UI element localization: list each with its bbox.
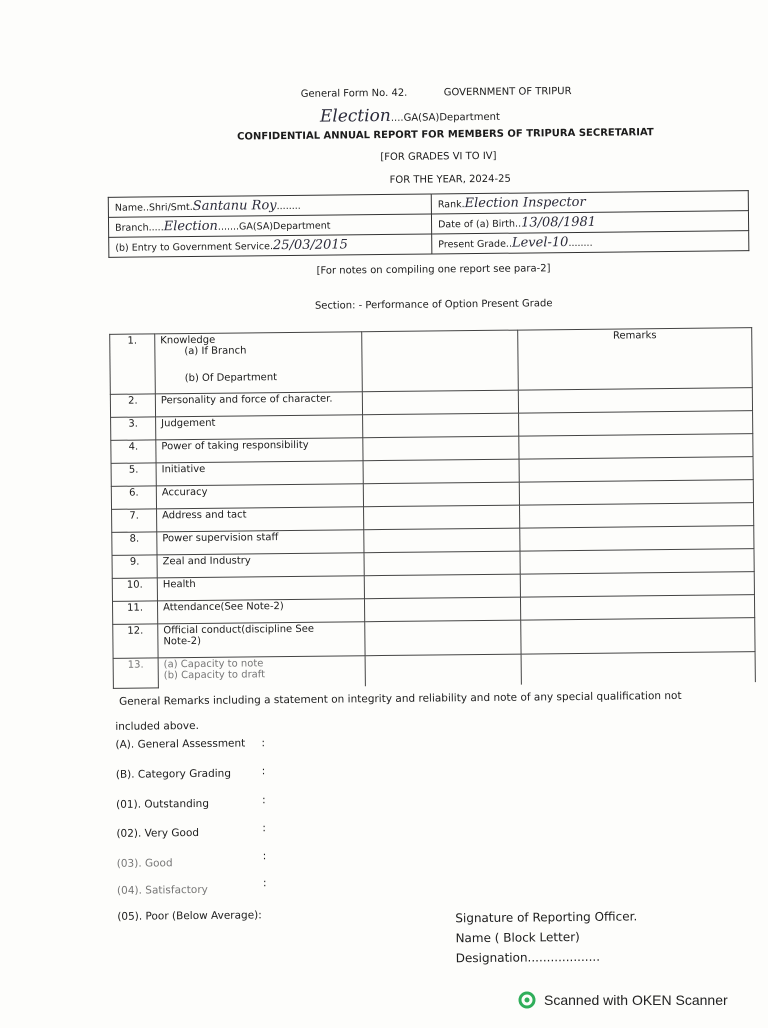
row-number: 5. (111, 463, 156, 486)
remarks-cell (521, 652, 755, 684)
row-item: Address and tact (157, 507, 364, 532)
grade-outstanding: (01). Outstanding (116, 797, 210, 811)
remarks-cell (520, 549, 754, 574)
row-item: Personality and force of character. (155, 392, 362, 417)
row-number: 1. (110, 334, 156, 394)
year-line: FOR THE YEAR, 2024-25 (389, 173, 511, 186)
remarks-cell (520, 572, 754, 597)
dob-label: Date of (a) Birth.. (438, 218, 522, 231)
row-item: Power of taking responsibility (156, 438, 363, 463)
row-item: Initiative (156, 461, 363, 486)
category-grading-colon: : (261, 765, 266, 778)
row-item: Judgement (156, 415, 363, 440)
row-number: 10. (112, 578, 157, 601)
government-name: GOVERNMENT OF TRIPUR (443, 86, 572, 99)
grade-cell-empty (363, 482, 519, 507)
signature-label: Signature of Reporting Officer. (455, 909, 638, 926)
knowledge-sub-b: (b) Of Department (184, 372, 278, 385)
row-item: Zeal and Industry (157, 553, 364, 578)
row-item (155, 332, 363, 394)
grade-very-good: (02). Very Good (116, 826, 200, 840)
capacity-note-label: (a) Capacity to note (163, 658, 264, 671)
row-number: 4. (111, 440, 156, 463)
row-number: 13. (113, 658, 158, 688)
grade-good: (03). Good (116, 857, 173, 870)
general-assessment-label: (A). General Assessment (115, 737, 246, 751)
grade-poor: (05). Poor (Below Average): (117, 909, 262, 923)
remarks-cell (518, 388, 752, 413)
name-label: Name..Shri/Smt. (114, 201, 193, 214)
report-title: CONFIDENTIAL ANNUAL REPORT FOR MEMBERS OF TRIPURA SECRETARIAT (237, 127, 654, 143)
name-block-letter-label: Name ( Block Letter) (455, 929, 580, 946)
rank-value: Election Inspector (464, 194, 586, 212)
grade-very-good-colon: : (262, 822, 266, 835)
remarks-cell (519, 411, 753, 436)
scanner-text: Scanned with OKEN Scanner (544, 992, 728, 1008)
row-number: 9. (112, 555, 157, 578)
knowledge-sub-a: (a) If Branch (184, 345, 247, 358)
row-item: Health (157, 576, 364, 601)
table-row (110, 328, 753, 395)
row-item (158, 622, 365, 658)
scanner-watermark (518, 991, 728, 1009)
grade-cell-empty (362, 330, 519, 392)
remarks-cell (519, 480, 753, 505)
performance-table (109, 327, 756, 689)
entry-label: (b) Entry to Government Service. (115, 241, 274, 254)
grade-cell-empty (364, 505, 520, 530)
row-number: 2. (110, 394, 155, 417)
remarks-cell (519, 434, 753, 459)
grade-value: Level-10 (511, 235, 569, 251)
branch-value: Election (163, 218, 218, 235)
grade-cell-empty (364, 597, 520, 622)
grade-cell-empty (363, 436, 519, 461)
rank-label: Rank. (437, 199, 465, 211)
grade-cell-empty (363, 413, 519, 438)
grade-satisfactory-colon: : (262, 877, 267, 890)
branch-suffix: .......GA(SA)Department (217, 220, 331, 233)
branch-label: Branch..... (115, 222, 164, 234)
department-suffix: GA(SA)Department (403, 111, 500, 124)
grades-line: [FOR GRADES VI TO IV] (380, 150, 497, 164)
grade-satisfactory: (04). Satisfactory (116, 883, 208, 897)
row-item: Attendance(See Note-2) (157, 599, 364, 624)
general-assessment-colon: : (261, 737, 266, 750)
grade-label: Present Grade.. (438, 238, 513, 251)
oken-scanner-logo-icon (518, 991, 536, 1009)
conduct-label: Official conduct(discipline See (163, 623, 315, 637)
remarks-cell (521, 618, 755, 654)
remarks-cell (520, 526, 754, 551)
remarks-cell (520, 503, 754, 528)
row-number: 8. (112, 532, 157, 555)
grade-dots: ........ (568, 237, 593, 250)
grade-good-colon: : (262, 850, 267, 863)
name-value: Santanu Roy (192, 198, 277, 214)
designation-label: Designation................... (455, 949, 601, 966)
name-dots: ........ (276, 200, 301, 213)
row-number: 11. (112, 601, 157, 624)
entry-value: 25/03/2015 (272, 237, 349, 254)
remarks-cell (520, 595, 754, 620)
capacity-draft-label: (b) Capacity to draft (163, 669, 266, 682)
grade-cell-empty (362, 390, 518, 415)
general-remarks-line2: included above. (115, 719, 199, 733)
grade-cell (432, 231, 749, 254)
grade-cell-empty (364, 528, 520, 553)
form-number: General Form No. 42. (300, 87, 408, 100)
grade-cell-empty (365, 654, 521, 686)
remarks-cell (519, 457, 753, 482)
knowledge-label: Knowledge (160, 334, 216, 347)
row-item (158, 656, 365, 688)
row-number: 6. (111, 486, 156, 509)
section-title: Section: - Performance of Option Present Grade (314, 298, 553, 312)
officer-info-table (108, 190, 750, 258)
notes-line: [For notes on compiling one report see para-2] (316, 263, 551, 277)
row-number: 3. (111, 417, 156, 440)
table-row (113, 652, 755, 689)
grade-cell-empty (363, 459, 519, 484)
conduct-label-cont: Note-2) (163, 635, 202, 648)
general-remarks-line1: General Remarks including a statement on integrity and reliability and note of any special qualification not (118, 689, 682, 708)
department-handwritten: Election (319, 105, 391, 127)
grade-outstanding-colon: : (262, 794, 266, 807)
row-number: 12. (113, 624, 158, 658)
remarks-header: Remarks (518, 328, 753, 390)
grade-cell-empty (364, 551, 520, 576)
grade-cell-empty (364, 574, 520, 599)
grade-cell-empty (365, 620, 521, 656)
category-grading-label: (B). Category Grading (115, 767, 232, 781)
dob-value: 13/08/1981 (520, 214, 597, 231)
row-number: 7. (112, 509, 157, 532)
row-item: Power supervision staff (157, 530, 364, 555)
row-item: Accuracy (156, 484, 363, 509)
department-line: Election....GA(SA)Department (319, 105, 500, 127)
entry-cell (109, 234, 432, 257)
